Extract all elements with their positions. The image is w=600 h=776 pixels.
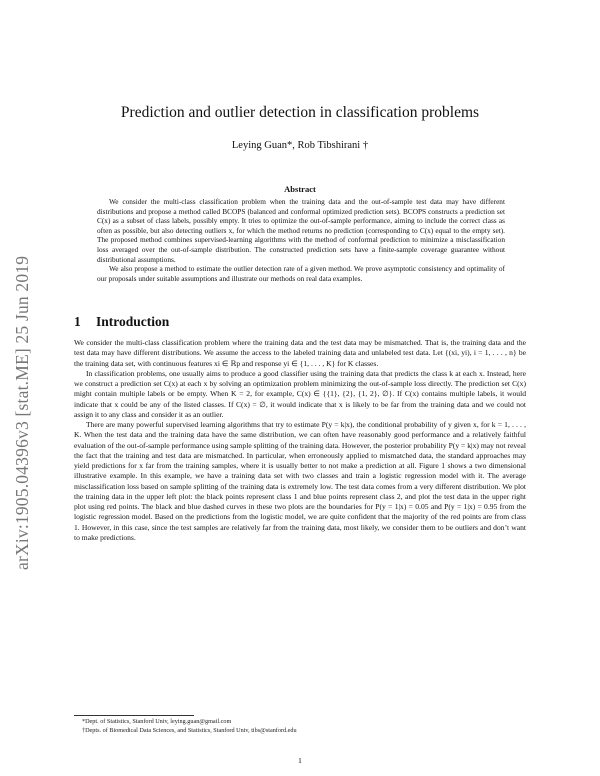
arxiv-id: arXiv:1905.04396v3 [stat.ME] 25 Jun 2019 — [12, 255, 32, 570]
footnote-1: *Dept. of Statistics, Stanford Univ, leying.guan@gmail.com — [82, 718, 232, 725]
footnote-rule — [74, 715, 194, 716]
page-number: 1 — [298, 756, 302, 765]
abstract — [97, 197, 505, 283]
body-text — [74, 338, 526, 543]
section-heading — [74, 314, 169, 330]
paper-title: Prediction and outlier detection in classification problems — [120, 104, 480, 121]
section-number: 1 — [74, 314, 81, 329]
arxiv-sidebar-stamp — [6, 150, 36, 570]
paper-authors: Leying Guan*, Rob Tibshirani † — [231, 140, 369, 151]
abstract-paragraph: We also propose a method to estimate the outlier detection rate of a given method. We prove asymptotic consistency and optimality of our proposals under suitable assumptions and illustrate our methods on real data examples. — [97, 264, 505, 283]
body-paragraph: We consider the multi-class classification problem where the training data and the test data may be mismatched. That is, the training data and the test data may have different distributions. We assume the access to the labeled training data and unlabeled test data. Let {(xi, yi), i = 1, . . . , n} be the training data set, with continuous features xi ∈ ℝp and response yi ∈ {1, . . . , K} for K classes. — [74, 338, 526, 368]
abstract-paragraph: We consider the multi-class classification problem when the training data and the out-of-sample test data may have different distributions and propose a method called BCOPS (balanced and conformal optimized prediction sets). BCOPS constructs a prediction set C(x) as a subset of class labels, possibly empty. It tries to optimize the out-of-sample performance, aiming to include the correct class as often as possible, but also detecting outliers x, for which the method returns no prediction (corresponding to C(x) equal to the empty set). The proposed method combines supervised-learning algorithms with the method of conformal prediction to minimize a misclassification loss averaged over the out-of-sample distribution. The constructed prediction sets have a finite-sample coverage guarantee without distributional assumptions. — [97, 197, 505, 264]
footnote-2: †Depts. of Biomedical Data Sciences, and Statistics, Stanford Univ, tibs@stanford.edu — [82, 727, 297, 734]
abstract-heading: Abstract — [284, 184, 316, 194]
body-paragraph: There are many powerful supervised learning algorithms that try to estimate P(y = k|x), the conditional probability of y given x, for k = 1, . . . , K. When the test data and the training data have the same distribution, we can often have reasonably good performance and a relatively faithful evaluation of the out-of-sample performance using sample splitting of the training data. However, the posterior probability P(y = k|x) may not reveal the fact that the training and test data are mismatched. In particular, when erroneously applied to mismatched data, the standard approaches may yield predictions for x far from the training samples, where it is usually better to not make a prediction at all. Figure 1 shows a two dimensional illustrative example. In this example, we have a training data set with two classes and train a logistic regression model with it. The average misclassification loss based on sample splitting of the training data is extremely low. The test data comes from a very different distribution. We plot the training data in the upper left plot: the black points represent class 1 and blue points represent class 2, and plot the test data in the upper right plot using red points. The black and blue dashed curves in these two plots are the boundaries for P(y = 1|x) = 0.05 and P(y = 1|x) = 0.95 from the logistic regression model. Based on the predictions from the logistic model, we are quite confident that the majority of the red points are from class 1. However, in this case, since the test samples are relatively far from the training data, most likely, we consider them to be outliers and don’t want to make predictions. — [74, 420, 526, 542]
section-title: Introduction — [96, 314, 170, 329]
body-paragraph: In classification problems, one usually aims to produce a good classifier using the training data that predicts the class k at each x. Instead, here we construct a prediction set C(x) at each x by solving an optimization problem minimizing the out-of-sample loss directly. The prediction set C(x) might contain multiple labels or be empty. When K = 2, for example, C(x) ∈ {{1}, {2}, {1, 2}, ∅}. If C(x) contains multiple labels, it would indicate that x could be any of the listed classes. If C(x) = ∅, it would indicate that x is likely to be far from the training data and we could not assign it to any class and consider it as an outlier. — [74, 368, 526, 419]
